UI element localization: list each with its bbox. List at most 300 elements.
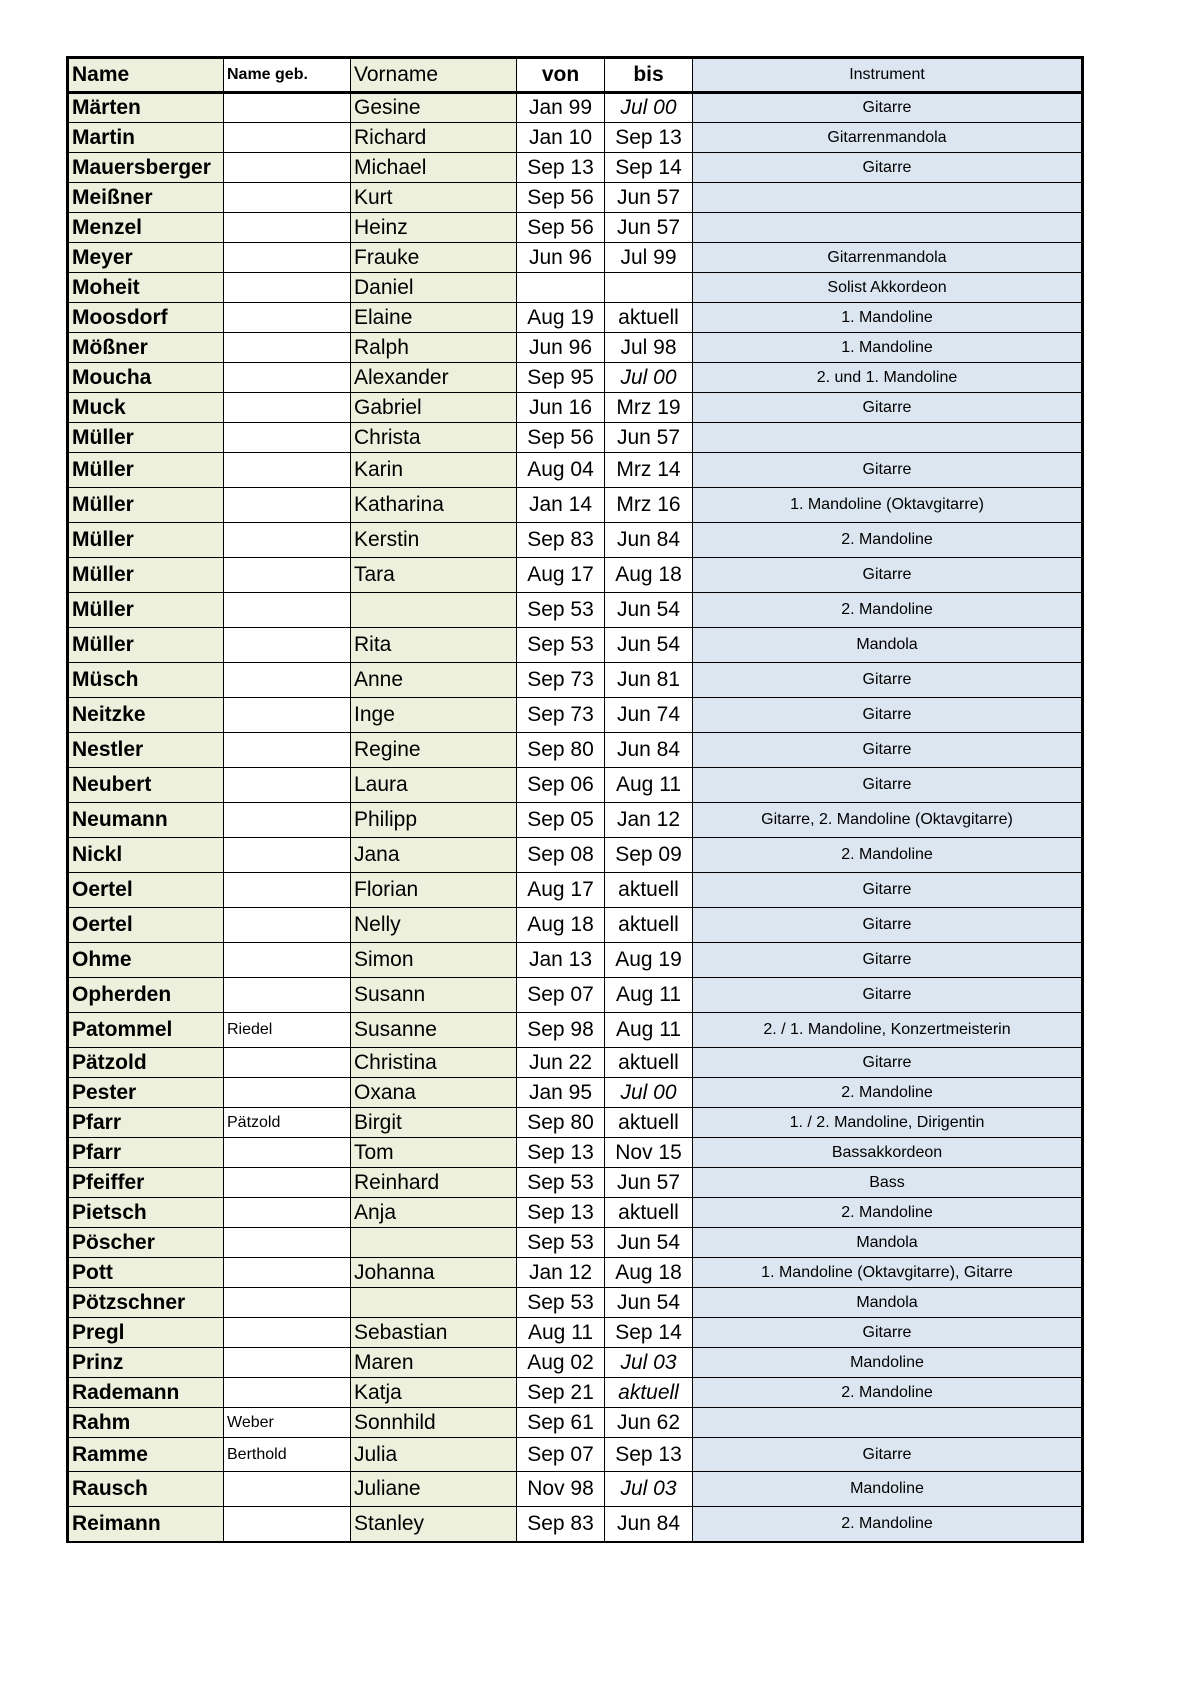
table-row: [68, 768, 1083, 803]
cell-name-geb: [224, 873, 351, 908]
cell-name-geb: [224, 628, 351, 663]
cell-name-geb: [224, 393, 351, 423]
cell-von: Sep 56: [517, 423, 605, 453]
cell-instrument: Gitarre: [693, 153, 1083, 183]
cell-bis: Mrz 16: [605, 488, 693, 523]
cell-von: Jan 12: [517, 1258, 605, 1288]
cell-instrument: Gitarre: [693, 768, 1083, 803]
table-row: [68, 1438, 1083, 1472]
cell-name: Pätzold: [68, 1048, 224, 1078]
cell-instrument: 2. Mandoline: [693, 1198, 1083, 1228]
cell-name: Meyer: [68, 243, 224, 273]
cell-instrument: Solist Akkordeon: [693, 273, 1083, 303]
cell-vorname: Katja: [351, 1378, 517, 1408]
table-row: [68, 838, 1083, 873]
cell-bis: Jul 99: [605, 243, 693, 273]
cell-name-geb: [224, 1348, 351, 1378]
cell-name-geb: [224, 333, 351, 363]
cell-vorname: Heinz: [351, 213, 517, 243]
cell-von: Sep 05: [517, 803, 605, 838]
cell-name-geb: [224, 943, 351, 978]
cell-bis: aktuell: [605, 908, 693, 943]
cell-bis: Jun 74: [605, 698, 693, 733]
cell-name: Rahm: [68, 1408, 224, 1438]
cell-bis: aktuell: [605, 303, 693, 333]
cell-bis: Jul 03: [605, 1472, 693, 1507]
cell-von: Sep 21: [517, 1378, 605, 1408]
table-row: [68, 423, 1083, 453]
cell-bis: aktuell: [605, 873, 693, 908]
cell-vorname: Frauke: [351, 243, 517, 273]
cell-von: Sep 56: [517, 213, 605, 243]
cell-name: Pott: [68, 1258, 224, 1288]
table-row: [68, 628, 1083, 663]
cell-name: Nickl: [68, 838, 224, 873]
cell-von: Jan 13: [517, 943, 605, 978]
cell-bis: Sep 09: [605, 838, 693, 873]
cell-name: Pfarr: [68, 1138, 224, 1168]
cell-bis: Jun 84: [605, 523, 693, 558]
cell-von: Sep 73: [517, 698, 605, 733]
cell-bis: Sep 13: [605, 1438, 693, 1472]
cell-name: Pötzschner: [68, 1288, 224, 1318]
cell-instrument: Bass: [693, 1168, 1083, 1198]
cell-bis: Jun 57: [605, 213, 693, 243]
cell-vorname: Maren: [351, 1348, 517, 1378]
table-row: [68, 1288, 1083, 1318]
cell-bis: Jun 81: [605, 663, 693, 698]
cell-bis: Jul 00: [605, 1078, 693, 1108]
cell-von: Sep 98: [517, 1013, 605, 1048]
cell-vorname: Jana: [351, 838, 517, 873]
cell-vorname: Oxana: [351, 1078, 517, 1108]
cell-name: Pfeiffer: [68, 1168, 224, 1198]
cell-name: Meißner: [68, 183, 224, 213]
cell-bis: Aug 19: [605, 943, 693, 978]
cell-instrument: 2. Mandoline: [693, 1378, 1083, 1408]
table-row: [68, 978, 1083, 1013]
table-row: [68, 1472, 1083, 1507]
cell-vorname: Christina: [351, 1048, 517, 1078]
cell-bis: Jun 84: [605, 733, 693, 768]
cell-instrument: Gitarre: [693, 733, 1083, 768]
table-row: [68, 183, 1083, 213]
cell-instrument: Mandoline: [693, 1348, 1083, 1378]
cell-name: Ohme: [68, 943, 224, 978]
cell-von: Jun 96: [517, 333, 605, 363]
member-table: [66, 56, 1084, 1543]
cell-bis: Aug 11: [605, 768, 693, 803]
cell-instrument: [693, 183, 1083, 213]
table-row: [68, 273, 1083, 303]
cell-name: Rademann: [68, 1378, 224, 1408]
cell-bis: Jun 84: [605, 1507, 693, 1542]
cell-von: Aug 11: [517, 1318, 605, 1348]
cell-name: Mößner: [68, 333, 224, 363]
cell-instrument: [693, 213, 1083, 243]
cell-name-geb: [224, 1078, 351, 1108]
cell-bis: aktuell: [605, 1048, 693, 1078]
cell-bis: Jun 54: [605, 1228, 693, 1258]
cell-instrument: 2. und 1. Mandoline: [693, 363, 1083, 393]
cell-name-geb: [224, 273, 351, 303]
cell-von: Jan 95: [517, 1078, 605, 1108]
cell-name: Muck: [68, 393, 224, 423]
cell-name: Pfarr: [68, 1108, 224, 1138]
cell-von: Sep 53: [517, 1228, 605, 1258]
cell-vorname: Inge: [351, 698, 517, 733]
cell-vorname: [351, 593, 517, 628]
cell-bis: Jun 57: [605, 1168, 693, 1198]
cell-von: Sep 53: [517, 593, 605, 628]
cell-instrument: [693, 1408, 1083, 1438]
cell-name: Neitzke: [68, 698, 224, 733]
cell-instrument: 2. / 1. Mandoline, Konzertmeisterin: [693, 1013, 1083, 1048]
cell-instrument: Gitarrenmandola: [693, 243, 1083, 273]
table-row: [68, 1168, 1083, 1198]
table-row: [68, 1013, 1083, 1048]
table-row: [68, 243, 1083, 273]
header-vorname: Vorname: [351, 58, 517, 93]
header-bis: bis: [605, 58, 693, 93]
table-row: [68, 558, 1083, 593]
cell-name: Menzel: [68, 213, 224, 243]
cell-instrument: Gitarre: [693, 908, 1083, 943]
table-row: [68, 1258, 1083, 1288]
cell-instrument: Mandola: [693, 1228, 1083, 1258]
cell-vorname: Birgit: [351, 1108, 517, 1138]
cell-instrument: Gitarre: [693, 978, 1083, 1013]
cell-name-geb: [224, 1138, 351, 1168]
cell-name-geb: [224, 488, 351, 523]
cell-instrument: Gitarre: [693, 558, 1083, 593]
cell-instrument: 2. Mandoline: [693, 1507, 1083, 1542]
cell-von: Nov 98: [517, 1472, 605, 1507]
cell-bis: Sep 13: [605, 123, 693, 153]
cell-vorname: Sebastian: [351, 1318, 517, 1348]
cell-name: Müsch: [68, 663, 224, 698]
cell-instrument: Gitarre: [693, 393, 1083, 423]
cell-name-geb: [224, 93, 351, 123]
cell-von: Jan 10: [517, 123, 605, 153]
cell-name: Müller: [68, 628, 224, 663]
cell-von: Jan 14: [517, 488, 605, 523]
cell-name: Müller: [68, 523, 224, 558]
table-row: [68, 153, 1083, 183]
cell-von: Aug 04: [517, 453, 605, 488]
cell-von: Sep 53: [517, 628, 605, 663]
cell-vorname: Gabriel: [351, 393, 517, 423]
table-row: [68, 393, 1083, 423]
cell-vorname: Alexander: [351, 363, 517, 393]
cell-name: Oertel: [68, 908, 224, 943]
table-row: [68, 733, 1083, 768]
table-row: [68, 453, 1083, 488]
cell-instrument: 2. Mandoline: [693, 1078, 1083, 1108]
cell-name: Opherden: [68, 978, 224, 1013]
cell-von: Aug 19: [517, 303, 605, 333]
cell-name-geb: [224, 1228, 351, 1258]
cell-name: Müller: [68, 593, 224, 628]
cell-instrument: Gitarre: [693, 663, 1083, 698]
cell-instrument: Mandoline: [693, 1472, 1083, 1507]
cell-name-geb: [224, 838, 351, 873]
cell-name-geb: [224, 908, 351, 943]
cell-bis: Sep 14: [605, 153, 693, 183]
cell-name-geb: [224, 558, 351, 593]
cell-name: Moucha: [68, 363, 224, 393]
cell-vorname: Elaine: [351, 303, 517, 333]
cell-name: Neubert: [68, 768, 224, 803]
cell-von: Aug 02: [517, 1348, 605, 1378]
cell-name-geb: [224, 1258, 351, 1288]
cell-name: Müller: [68, 453, 224, 488]
cell-von: Sep 13: [517, 1198, 605, 1228]
cell-bis: aktuell: [605, 1198, 693, 1228]
cell-vorname: Richard: [351, 123, 517, 153]
cell-name-geb: [224, 363, 351, 393]
cell-bis: Mrz 14: [605, 453, 693, 488]
cell-name-geb: [224, 523, 351, 558]
cell-name-geb: [224, 423, 351, 453]
cell-vorname: Christa: [351, 423, 517, 453]
cell-name: Märten: [68, 93, 224, 123]
table-row: [68, 1108, 1083, 1138]
cell-instrument: 2. Mandoline: [693, 523, 1083, 558]
cell-name-geb: Riedel: [224, 1013, 351, 1048]
cell-name: Moosdorf: [68, 303, 224, 333]
cell-vorname: Rita: [351, 628, 517, 663]
table-row: [68, 803, 1083, 838]
cell-vorname: Laura: [351, 768, 517, 803]
cell-vorname: [351, 1228, 517, 1258]
cell-von: Sep 06: [517, 768, 605, 803]
cell-name-geb: [224, 1048, 351, 1078]
table-row: [68, 123, 1083, 153]
cell-von: Aug 17: [517, 873, 605, 908]
cell-bis: Jul 00: [605, 363, 693, 393]
table-row: [68, 213, 1083, 243]
table-row: [68, 663, 1083, 698]
cell-bis: Jun 62: [605, 1408, 693, 1438]
cell-name: Rausch: [68, 1472, 224, 1507]
cell-vorname: Sonnhild: [351, 1408, 517, 1438]
cell-vorname: Gesine: [351, 93, 517, 123]
cell-name-geb: [224, 768, 351, 803]
cell-von: Sep 73: [517, 663, 605, 698]
cell-bis: [605, 273, 693, 303]
cell-bis: Jan 12: [605, 803, 693, 838]
cell-name-geb: [224, 1168, 351, 1198]
header-von: von: [517, 58, 605, 93]
cell-instrument: Gitarre: [693, 1438, 1083, 1472]
cell-instrument: Gitarre, 2. Mandoline (Oktavgitarre): [693, 803, 1083, 838]
table-row: [68, 873, 1083, 908]
table-row: [68, 1078, 1083, 1108]
cell-name-geb: [224, 183, 351, 213]
table-row: [68, 303, 1083, 333]
cell-bis: Jun 54: [605, 1288, 693, 1318]
cell-vorname: Susanne: [351, 1013, 517, 1048]
table-row: [68, 1378, 1083, 1408]
cell-von: Sep 53: [517, 1168, 605, 1198]
cell-name-geb: [224, 213, 351, 243]
cell-von: Sep 13: [517, 1138, 605, 1168]
header-instrument: Instrument: [693, 58, 1083, 93]
cell-name-geb: Berthold: [224, 1438, 351, 1472]
cell-name-geb: [224, 453, 351, 488]
table-row: [68, 1228, 1083, 1258]
cell-von: Sep 07: [517, 1438, 605, 1472]
cell-vorname: Stanley: [351, 1507, 517, 1542]
cell-name-geb: [224, 698, 351, 733]
cell-von: Jan 99: [517, 93, 605, 123]
table-row: [68, 333, 1083, 363]
cell-von: Sep 53: [517, 1288, 605, 1318]
cell-vorname: Philipp: [351, 803, 517, 838]
cell-von: Aug 17: [517, 558, 605, 593]
cell-vorname: Anne: [351, 663, 517, 698]
cell-instrument: Bassakkordeon: [693, 1138, 1083, 1168]
cell-name: Moheit: [68, 273, 224, 303]
cell-name: Nestler: [68, 733, 224, 768]
cell-name-geb: [224, 1378, 351, 1408]
cell-vorname: Tara: [351, 558, 517, 593]
table-row: [68, 93, 1083, 123]
cell-name-geb: [224, 303, 351, 333]
cell-instrument: Mandola: [693, 1288, 1083, 1318]
cell-von: Sep 56: [517, 183, 605, 213]
cell-von: Jun 22: [517, 1048, 605, 1078]
cell-bis: Aug 18: [605, 558, 693, 593]
cell-instrument: [693, 423, 1083, 453]
table-row: [68, 1318, 1083, 1348]
cell-bis: Jul 03: [605, 1348, 693, 1378]
cell-name-geb: [224, 733, 351, 768]
cell-bis: Sep 14: [605, 1318, 693, 1348]
cell-vorname: Kurt: [351, 183, 517, 213]
cell-von: Sep 83: [517, 1507, 605, 1542]
cell-name-geb: [224, 1472, 351, 1507]
cell-name-geb: [224, 123, 351, 153]
cell-vorname: Regine: [351, 733, 517, 768]
cell-name-geb: [224, 593, 351, 628]
cell-name: Müller: [68, 558, 224, 593]
cell-bis: Mrz 19: [605, 393, 693, 423]
table-row: [68, 488, 1083, 523]
cell-name: Neumann: [68, 803, 224, 838]
cell-name: Müller: [68, 488, 224, 523]
cell-name: Patommel: [68, 1013, 224, 1048]
table-row: [68, 908, 1083, 943]
cell-name-geb: [224, 978, 351, 1013]
cell-von: Sep 80: [517, 1108, 605, 1138]
cell-vorname: Daniel: [351, 273, 517, 303]
header-name: Name: [68, 58, 224, 93]
cell-instrument: Gitarre: [693, 1048, 1083, 1078]
cell-vorname: Karin: [351, 453, 517, 488]
cell-von: Sep 83: [517, 523, 605, 558]
cell-instrument: Gitarre: [693, 873, 1083, 908]
cell-von: Jun 96: [517, 243, 605, 273]
table-row: [68, 1048, 1083, 1078]
cell-vorname: Florian: [351, 873, 517, 908]
cell-vorname: Johanna: [351, 1258, 517, 1288]
cell-instrument: Gitarre: [693, 93, 1083, 123]
cell-bis: aktuell: [605, 1378, 693, 1408]
cell-instrument: 2. Mandoline: [693, 593, 1083, 628]
cell-bis: Jun 57: [605, 423, 693, 453]
table-row: [68, 363, 1083, 393]
cell-instrument: 1. Mandoline: [693, 303, 1083, 333]
table-row: [68, 1408, 1083, 1438]
cell-name: Reimann: [68, 1507, 224, 1542]
cell-name-geb: [224, 243, 351, 273]
table-row: [68, 523, 1083, 558]
cell-bis: Aug 11: [605, 978, 693, 1013]
cell-bis: Jul 00: [605, 93, 693, 123]
cell-name: Pregl: [68, 1318, 224, 1348]
cell-vorname: Juliane: [351, 1472, 517, 1507]
cell-von: Sep 08: [517, 838, 605, 873]
table-row: [68, 698, 1083, 733]
cell-vorname: Ralph: [351, 333, 517, 363]
table-row: [68, 1198, 1083, 1228]
cell-name-geb: [224, 1288, 351, 1318]
cell-name-geb: Weber: [224, 1408, 351, 1438]
cell-vorname: Nelly: [351, 908, 517, 943]
cell-instrument: 1. Mandoline: [693, 333, 1083, 363]
cell-name: Müller: [68, 423, 224, 453]
cell-name-geb: [224, 1507, 351, 1542]
cell-bis: Jun 57: [605, 183, 693, 213]
header-name-geb: Name geb.: [224, 58, 351, 93]
cell-von: Jun 16: [517, 393, 605, 423]
cell-bis: aktuell: [605, 1108, 693, 1138]
cell-name-geb: [224, 1198, 351, 1228]
cell-bis: Aug 18: [605, 1258, 693, 1288]
cell-name-geb: [224, 803, 351, 838]
cell-instrument: 1. Mandoline (Oktavgitarre): [693, 488, 1083, 523]
cell-name: Pester: [68, 1078, 224, 1108]
cell-vorname: Simon: [351, 943, 517, 978]
table-row: [68, 1507, 1083, 1542]
cell-instrument: Gitarre: [693, 453, 1083, 488]
cell-instrument: 1. / 2. Mandoline, Dirigentin: [693, 1108, 1083, 1138]
cell-von: Sep 13: [517, 153, 605, 183]
cell-bis: Jun 54: [605, 593, 693, 628]
cell-vorname: Reinhard: [351, 1168, 517, 1198]
cell-von: [517, 273, 605, 303]
cell-von: Sep 80: [517, 733, 605, 768]
member-table-body: [68, 58, 1083, 1542]
table-row: [68, 943, 1083, 978]
cell-vorname: Michael: [351, 153, 517, 183]
cell-instrument: Gitarre: [693, 943, 1083, 978]
cell-name-geb: Pätzold: [224, 1108, 351, 1138]
cell-bis: Aug 11: [605, 1013, 693, 1048]
cell-von: Sep 95: [517, 363, 605, 393]
cell-name: Pöscher: [68, 1228, 224, 1258]
cell-vorname: Tom: [351, 1138, 517, 1168]
cell-instrument: 2. Mandoline: [693, 838, 1083, 873]
cell-vorname: Katharina: [351, 488, 517, 523]
cell-name: Oertel: [68, 873, 224, 908]
cell-bis: Jul 98: [605, 333, 693, 363]
cell-name-geb: [224, 1318, 351, 1348]
cell-vorname: Julia: [351, 1438, 517, 1472]
cell-bis: Nov 15: [605, 1138, 693, 1168]
